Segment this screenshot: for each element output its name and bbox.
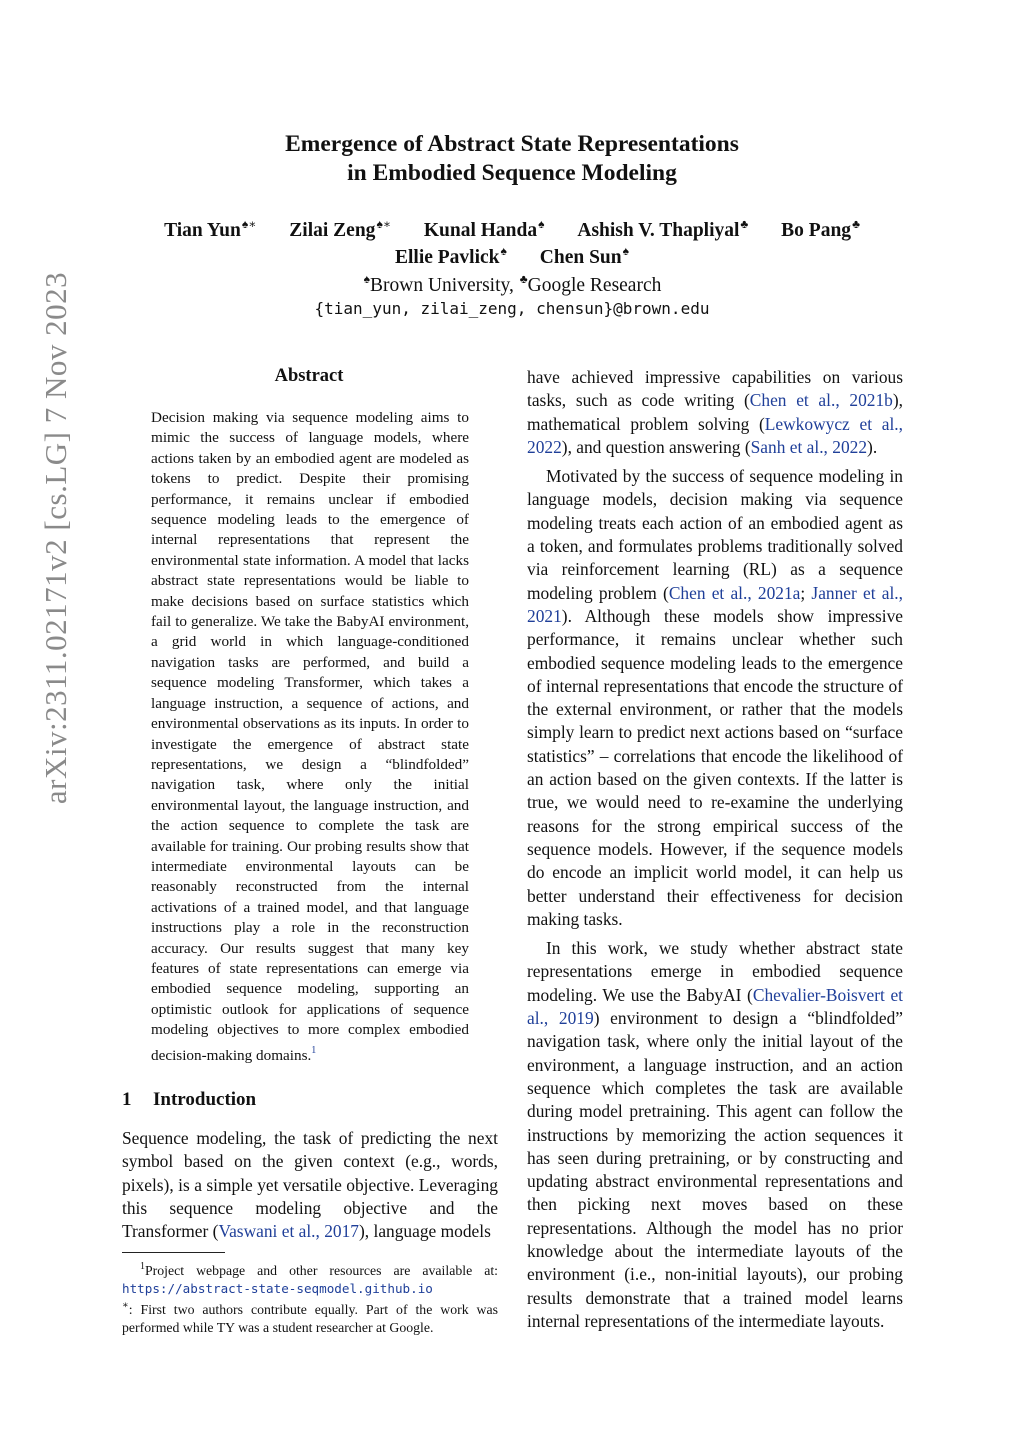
footnote: $^1$Project webpage and other resources are available at: https://abstract-state-seqmodel.github.io bbox=[122, 1261, 498, 1296]
footnotes bbox=[122, 1258, 498, 1336]
citation-link[interactable]: Chen et al., 2021b bbox=[749, 390, 893, 411]
author-marks: ♣ bbox=[740, 217, 749, 231]
section-heading-introduction bbox=[122, 1089, 256, 1111]
author: Ellie Pavlick♠ bbox=[394, 244, 507, 268]
author-line-1 bbox=[0, 217, 1024, 242]
arxiv-stamp bbox=[6, 271, 106, 805]
author-marks: ♠∗ bbox=[376, 217, 391, 231]
paragraph: Motivated by the success of sequence modeling in language models, decision making via sequence modeling treats each action of an embodied agent as a token, and formulates problems traditionally solved via reinforcement learning (RL) as a sequence modeling problem (Chen et al., 2021a; Janner et al., 2021). Although these models show impressive performance, it remains unclear whether such embodied sequence modeling leads to the emergence of internal representations that encode the structure of the external environment, or rather that the models simply learn to predict next actions based on “surface statistics” – correlations that encode the likelihood of an action based on the given contexts. If the latter is true, we would need to re-examine the underlying reasons for the strong empirical success of the sequence models. However, if the sequence models do encode an implicit world model, it can help us better understand their effectiveness for decision making tasks. bbox=[527, 466, 903, 929]
right-column-body bbox=[527, 366, 903, 1339]
paragraph: Sequence modeling, the task of predicting the next symbol based on the given context (e.g., words, pixels), is a simple yet versatile objective. Leveraging this sequence modeling objective and the Transformer (Vaswani et al., 2017), language models bbox=[122, 1128, 498, 1242]
paper-title bbox=[0, 130, 1024, 188]
abstract-text: Decision making via sequence modeling aims to mimic the success of language models, where actions taken by an embodied agent are modeled as tokens to predict. Despite their promising performance, it remains unclear if embodied sequence modeling leads to the emergence of internal representations that represent the environmental state information. A model that lacks abstract state representations would be liable to make decisions based on surface statistics which fail to generalize. We take the BabyAI environment, a grid world in which language-conditioned navigation tasks are performed, and build a sequence modeling Transformer, which takes a language instruction, a sequence of actions, and environmental observations as its inputs. In order to investigate the emergence of abstract state representations, we design a “blindfolded” navigation task, where only the initial environmental layout, the language instruction, and the action sequence to complete the task are available for training. Our probing results show that intermediate environmental layouts can be reasonably reconstructed from the internal activations of a trained model, and that language instructions play a role in the reconstruction accuracy. Our results suggest that many key features of state representations can emerge via embodied sequence modeling, supporting an optimistic outlook for applications of sequence modeling objectives to more complex embodied decision-making domains. bbox=[151, 409, 469, 1064]
author: Bo Pang♣ bbox=[781, 217, 860, 241]
author: Kunal Handa♠ bbox=[423, 217, 545, 241]
author-email: {tian_yun, zilai_zeng, chensun}@brown.edu bbox=[314, 299, 710, 318]
affiliations bbox=[0, 272, 1024, 297]
author-marks: ♠ bbox=[622, 244, 629, 258]
footnote-rule bbox=[122, 1252, 225, 1253]
title-line-2: in Embodied Sequence Modeling bbox=[347, 160, 677, 186]
citation-link[interactable]: Lewkowycz et al., 2022 bbox=[527, 413, 903, 457]
author-marks: ♠ bbox=[538, 217, 545, 231]
footnote: ∗: First two authors contribute equally. Part of the work was performed while TY was a student researcher at Google. bbox=[122, 1300, 498, 1335]
project-url-link[interactable]: https://abstract-state-seqmodel.github.io bbox=[122, 1280, 433, 1296]
citation-link[interactable]: Sanh et al., 2022 bbox=[750, 436, 868, 457]
arxiv-stamp-text: arXiv:2311.02171v2 [cs.LG] 7 Nov 2023 bbox=[38, 271, 73, 805]
author-marks: ♠ bbox=[500, 244, 507, 258]
author-marks: ♣ bbox=[852, 217, 860, 231]
author-line-2 bbox=[0, 244, 1024, 269]
section-number: 1 bbox=[122, 1089, 132, 1110]
affiliation-mark: ♣ bbox=[519, 272, 528, 286]
affiliation-mark: ♠ bbox=[363, 272, 370, 286]
affiliation-org: Google Research bbox=[527, 275, 662, 296]
author: Zilai Zeng♠∗ bbox=[289, 217, 391, 241]
footnote-ref-link[interactable]: 1 bbox=[311, 1044, 317, 1056]
author-marks: ♠∗ bbox=[241, 217, 257, 231]
paragraph: have achieved impressive capabilities on various tasks, such as code writing (Chen et al., 2021b), mathematical problem solving (Lewkowycz et al., 2022), and question answering (Sanh et al., 2022). bbox=[527, 367, 903, 457]
author: Chen Sun♠ bbox=[539, 244, 629, 268]
affiliation-org: Brown University, bbox=[369, 275, 519, 296]
abstract-heading: Abstract bbox=[274, 366, 344, 386]
paragraph: In this work, we study whether abstract state representations emerge in embodied sequence modeling. We use the BabyAI (Chevalier-Boisvert et al., 2019) environment to design a “blindfolded” navigation task, where only the initial layout of the environment, a language instruction, and an action sequence which completes the task are available during model pretraining. This agent can follow the instructions by memorizing the action sequences it has seen during pretraining, or by constructing and updating abstract environmental representations and then picking next moves based on these representations. Although the model has no prior knowledge about the intermediate layouts of the environment (i.e., non-initial layouts), our probing results demonstrate that a trained model learns internal representations of the intermediate layouts. bbox=[527, 938, 904, 1331]
introduction-body bbox=[122, 1127, 498, 1243]
citation-link[interactable]: Janner et al., 2021 bbox=[527, 582, 903, 626]
citation-link[interactable]: Chevalier-Boisvert et al., 2019 bbox=[527, 984, 904, 1029]
citation-link[interactable]: Chen et al., 2021a bbox=[668, 582, 801, 603]
section-title: Introduction bbox=[153, 1089, 257, 1110]
abstract-body bbox=[151, 408, 469, 1066]
citation-link[interactable]: Vaswani et al., 2017 bbox=[218, 1221, 359, 1242]
author: Ashish V. Thapliyal♣ bbox=[577, 217, 749, 241]
title-line-1: Emergence of Abstract State Representations bbox=[285, 131, 739, 157]
author: Tian Yun♠∗ bbox=[164, 217, 257, 241]
